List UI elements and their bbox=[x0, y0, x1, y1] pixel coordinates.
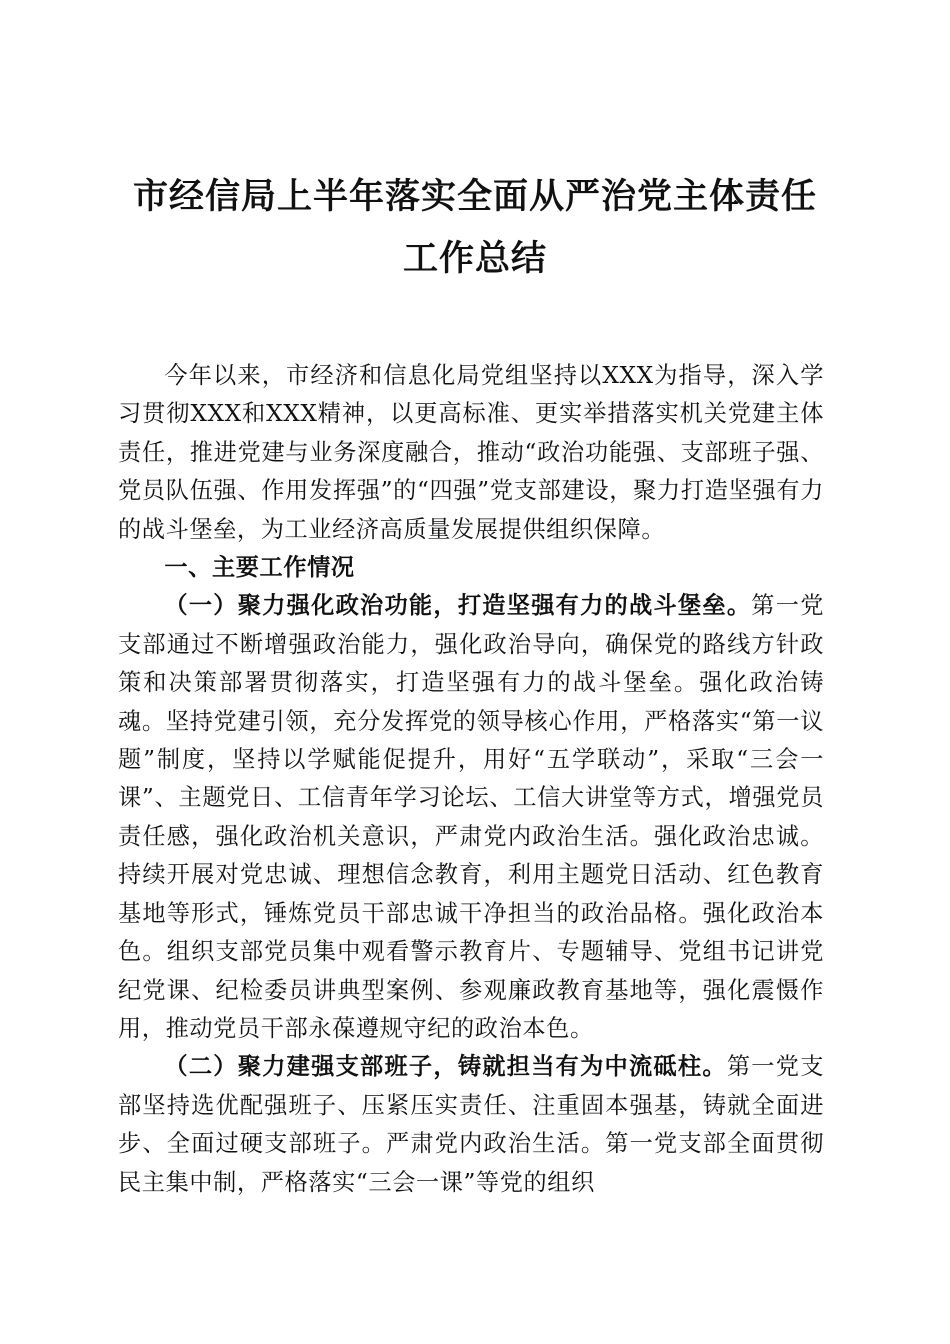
document-body bbox=[118, 357, 824, 1202]
intro-paragraph: 今年以来，市经济和信息化局党组坚持以XXX为指导，深入学习贯彻XXX和XXX精神，以更高标准、更实举措落实机关党建主体责任，推进党建与业务深度融合，推动“政治功能强、支部班子强、党员队伍强、作用发挥强”的“四强”党支部建设，聚力打造坚强有力的战斗堡垒，为工业经济高质量发展提供组织保障。 bbox=[118, 362, 824, 543]
subsection-paragraph-1 bbox=[118, 587, 824, 1048]
document-title: 市经信局上半年落实全面从严治党主体责任工作总结 bbox=[132, 177, 817, 279]
subsection-text-2: 第一党支部坚持选优配强班子、压紧压实责任、注重固本强基，铸就全面进步、全面过硬支部班子。严肃党内政治生活。第一党支部全面贯彻民主集中制，严格落实“三会一课”等党的组织 bbox=[118, 1053, 824, 1196]
subsection-heading-2: （二）聚力建强支部班子，铸就担当有为中流砥柱。 bbox=[164, 1053, 727, 1081]
subsection-paragraph-2 bbox=[118, 1048, 824, 1202]
section-heading-main-work: 一、主要工作情况 bbox=[164, 554, 355, 582]
subsection-text-1: 第一党支部通过不断增强政治能力，强化政治导向，确保党的路线方针政策和决策部署贯彻落实，打造坚强有力的战斗堡垒。强化政治铸魂。坚持党建引领，充分发挥党的领导核心作用，严格落实“第一议题”制度，坚持以学赋能促提升，用好“五学联动”，采取“三会一课”、主题党日、工信青年学习论坛、工信大讲堂等方式，增强党员责任感，强化政治机关意识，严肃党内政治生活。强化政治忠诚。持续开展对党忠诚、理想信念教育，利用主题党日活动、红色教育基地等形式，锤炼党员干部忠诚干净担当的政治品格。强化政治本色。组织支部党员集中观看警示教育片、专题辅导、党组书记讲党纪党课、纪检委员讲典型案例、参观廉政教育基地等，强化震慑作用，推动党员干部永葆遵规守纪的政治本色。 bbox=[118, 592, 824, 1042]
subsection-heading-1: （一）聚力强化政治功能，打造坚强有力的战斗堡垒。 bbox=[164, 592, 752, 620]
